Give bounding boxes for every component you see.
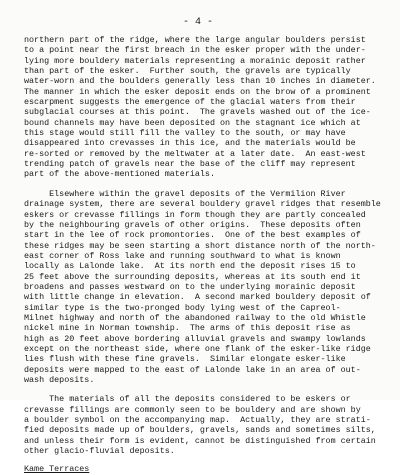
text-line: lying more bouldery materials representing a morainic deposit rather <box>24 55 366 66</box>
text-line: Elsewhere within the gravel deposits of the Vermilion River <box>24 188 346 199</box>
text-line: drainage system, there are several bouldery gravel ridges that resemble <box>24 199 381 210</box>
text-line: these ridges may be seen starting a short distance north of the north- <box>24 240 376 251</box>
page-number: - 4 - <box>182 17 213 28</box>
text-line: water-worn and the boulders generally less than 10 inches in diameter. <box>24 76 376 87</box>
section-heading: Kame Terraces <box>24 464 90 475</box>
text-line: wash deposits. <box>24 375 95 385</box>
text-line: by the neighbouring gravels of other origins. These deposits often <box>24 219 361 230</box>
text-line: The manner in which the esker deposit ends on the brow of a prominent <box>24 86 371 97</box>
text-line: a boulder symbol on the accompanying map. Actually, they are strati- <box>24 415 371 426</box>
text-line: high as 20 feet above bordering alluvial gravels and swampy lowlands <box>24 333 366 344</box>
paragraph-2 <box>24 188 381 386</box>
paragraph-1 <box>24 35 376 180</box>
text-line: other glacio-fluvial deposits. <box>24 446 175 457</box>
text-line: The materials of all the deposits considered to be eskers or <box>24 394 351 405</box>
text-line: 25 feet above the surrounding deposits, whereas at its south end it <box>24 271 361 282</box>
text-line: nickel mine in Norman township. The arms of this deposit rise as <box>24 323 351 334</box>
text-line: lies flush with these fine gravels. Similar elongate esker-like <box>24 354 346 365</box>
text-line: broadens and passes westward on to the underlying morainic deposit <box>24 281 356 292</box>
paragraph-gap <box>24 385 372 394</box>
text-line: this stage would still fill the valley to the south, or may have <box>24 128 346 139</box>
text-line: Milnet highway and north of the abandoned railway to the old Whistle <box>24 312 366 323</box>
text-line: and unless their form is evident, cannot be distinguished from certain <box>24 435 376 446</box>
text-line: subglacial courses at this point. The gravels washed out of the ice- <box>24 107 371 118</box>
text-line: similar type is the two-pronged body lying west of the Capreol- <box>24 302 341 313</box>
text-line: crevasse fillings are commonly seen to be bouldery and are shown by <box>24 404 361 415</box>
text-line: deposits were mapped to the east of Lalonde lake in an area of out- <box>24 364 361 375</box>
paragraph-3 <box>24 394 376 457</box>
text-line: re-sorted or removed by the meltwater at a later date. An east-west <box>24 148 366 159</box>
text-line: disappeared into crevasses in this ice, and the materials would be <box>24 138 356 149</box>
text-line: start in the lee of rock promontories. One of the best examples of <box>24 230 361 241</box>
paragraph-gap <box>24 180 372 189</box>
text-line: fied deposits made up of boulders, gravels, sands and sometimes silts, <box>24 425 376 436</box>
text-line: than part of the esker. Further south, the gravels are typically <box>24 66 351 77</box>
text-line: east corner of Ross lake and running southward to what is known <box>24 250 341 261</box>
text-line: trending patch of gravels near the base of the cliff may represent <box>24 159 356 170</box>
text-line: except on the northeast side, where one flank of the esker-like ridge <box>24 343 371 354</box>
text-line: escarpment suggests the emergence of the glacial waters from their <box>24 97 356 108</box>
text-line: northern part of the ridge, where the large angular boulders persist <box>24 35 366 45</box>
text-line: eskers or crevasse fillings in form though they are partly concealed <box>24 209 366 220</box>
text-line: to a point near the first breach in the esker proper with the under- <box>24 45 366 56</box>
text-line: locally as Lalonde lake. At its north end the deposit rises 15 to <box>24 261 356 272</box>
text-line: with little change in elevation. A second marked bouldery deposit of <box>24 292 371 303</box>
text-line: part of the above-mentioned materials. <box>24 169 215 180</box>
text-line: bound channels may have been deposited on the stagnant ice which at <box>24 117 361 128</box>
